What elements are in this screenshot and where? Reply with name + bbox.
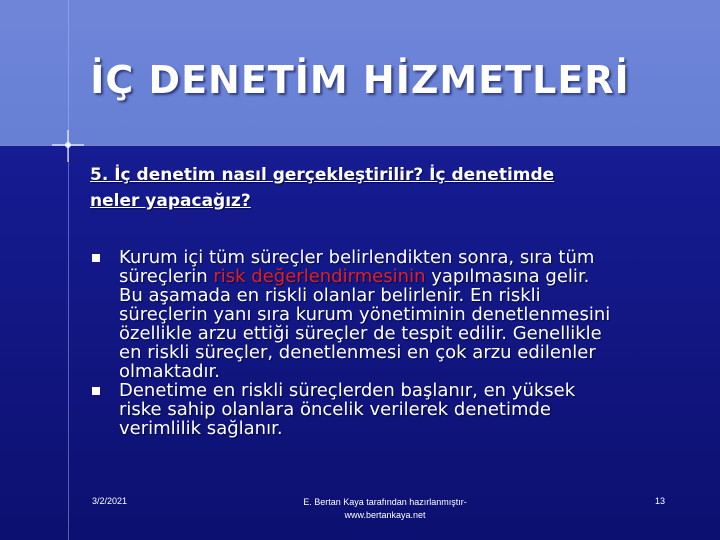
- bullet-line: [119, 267, 692, 286]
- bullet-item: [92, 381, 692, 438]
- horizontal-accent-line: [0, 145, 720, 146]
- bullet-line: en riskli süreçler, denetlenmesi en çok arzu edilenler: [119, 342, 596, 363]
- footer-author: [260, 496, 510, 522]
- heading-line: 5. İç denetim nasıl gerçekleştirilir? İç denetimde: [90, 165, 555, 185]
- footer-website: www.bertankaya.net: [344, 510, 426, 520]
- footer-date: 3/2/2021: [92, 496, 128, 506]
- bullet-list: [92, 248, 692, 438]
- square-bullet-icon: [92, 387, 100, 395]
- sparkle-icon: [50, 128, 86, 164]
- bullet-line: olmaktadır.: [119, 361, 220, 382]
- section-heading: [90, 162, 690, 214]
- bullet-line: süreçlerin yanı sıra kurum yönetiminin denetlenmesini: [119, 304, 611, 325]
- bullet-line: Bu aşamada en riskli olanlar belirlenir. En riskli: [119, 285, 541, 306]
- footer-author-line: E. Bertan Kaya tarafından hazırlanmıştır-: [303, 497, 467, 507]
- text-fragment: süreçlerin: [119, 266, 214, 287]
- slide-title: İÇ DENETİM HİZMETLERİ: [90, 58, 630, 102]
- page-number: 13: [654, 496, 665, 506]
- bullet-line: verimlilik sağlanır.: [119, 418, 283, 439]
- bullet-line: özellikle arzu ettiği süreçler de tespit edilir. Genellikle: [119, 323, 602, 344]
- bullet-line: riske sahip olanlara öncelik verilerek denetimde: [119, 399, 551, 420]
- bullet-line: Denetime en riskli süreçlerden başlanır, en yüksek: [119, 380, 576, 401]
- text-fragment: yapılmasına gelir.: [425, 266, 590, 287]
- highlighted-text: risk değerlendirmesinin: [213, 266, 426, 287]
- bullet-line: Kurum içi tüm süreçler belirlendikten sonra, sıra tüm: [119, 247, 595, 268]
- heading-line: neler yapacağız?: [90, 191, 251, 211]
- square-bullet-icon: [92, 254, 100, 262]
- bullet-item: [92, 248, 692, 381]
